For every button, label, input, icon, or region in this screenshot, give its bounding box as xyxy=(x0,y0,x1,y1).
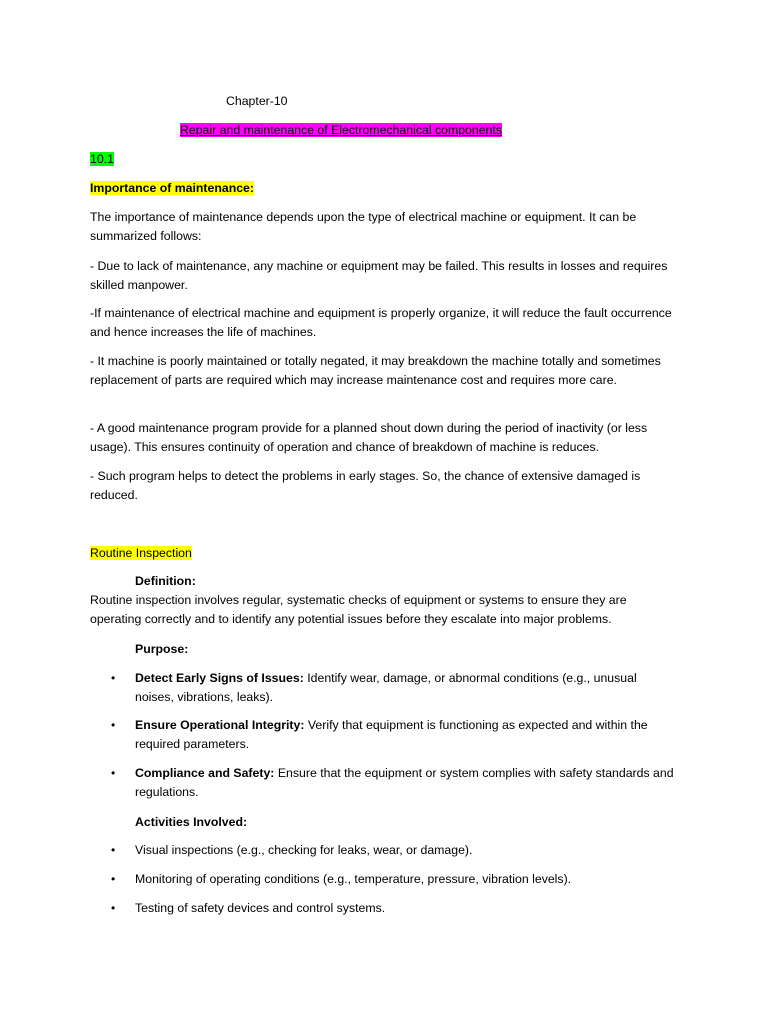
paragraph-lack-of-maintenance: - Due to lack of maintenance, any machine or equipment may be failed. This results in losses and requires skilled manpower. xyxy=(90,259,668,292)
bullet-icon: • xyxy=(111,872,116,886)
section-heading-line xyxy=(90,179,675,198)
purpose-term: Compliance and Safety: xyxy=(135,766,275,780)
document-title: Repair and maintenance of Electromechanical components xyxy=(180,123,502,137)
paragraph-planned-shutdown: - A good maintenance program provide for a planned shout down during the period of inactivity (or less usage). This ensures continuity of operation and chance of breakdown of machine is reduces. xyxy=(90,421,648,454)
bullet-icon: • xyxy=(111,843,116,857)
definition-label: Definition: xyxy=(135,574,196,588)
paragraph-poorly-maintained: - It machine is poorly maintained or totally negated, it may breakdown the machine totally and sometimes replacement of parts are required which may increase maintenance cost and requires more care. xyxy=(90,354,661,387)
section-number: 10.1 xyxy=(90,152,114,166)
purpose-item-compliance-safety xyxy=(135,764,675,802)
title-wrap xyxy=(180,121,502,140)
definition-text: Routine inspection involves regular, systematic checks of equipment or systems to ensure they are operating correctly and to identify any potential issues before they escalate into major problems. xyxy=(90,593,627,626)
bullet-icon: • xyxy=(111,718,116,732)
purpose-label: Purpose: xyxy=(135,642,189,656)
activity-item-visual-inspections: Visual inspections (e.g., checking for leaks, wear, or damage). xyxy=(135,843,473,857)
purpose-item-operational-integrity xyxy=(135,716,675,754)
bullet-icon: • xyxy=(111,766,116,780)
purpose-text: Verify that equipment is functioning as expected and within the required parameters. xyxy=(135,718,648,751)
intro-paragraph: The importance of maintenance depends upon the type of electrical machine or equipment. It can be summarized follows: xyxy=(90,210,637,243)
purpose-item-early-signs xyxy=(135,669,675,707)
routine-heading-line xyxy=(90,544,675,563)
bullet-icon: • xyxy=(111,671,116,685)
purpose-text: Ensure that the equipment or system complies with safety standards and regulations. xyxy=(135,766,674,799)
activity-item-monitoring: Monitoring of operating conditions (e.g., temperature, pressure, vibration levels). xyxy=(135,872,572,886)
activities-label: Activities Involved: xyxy=(135,815,248,829)
routine-heading: Routine Inspection xyxy=(90,546,192,560)
chapter-label: Chapter-10 xyxy=(226,94,288,108)
purpose-term: Detect Early Signs of Issues: xyxy=(135,671,304,685)
bullet-icon: • xyxy=(111,901,116,915)
section-heading: Importance of maintenance: xyxy=(90,181,254,195)
paragraph-early-detection: - Such program helps to detect the problems in early stages. So, the chance of extensive damaged is reduced. xyxy=(90,469,641,502)
purpose-term: Ensure Operational Integrity: xyxy=(135,718,305,732)
purpose-text: Identify wear, damage, or abnormal conditions (e.g., unusual noises, vibrations, leaks). xyxy=(135,671,637,704)
paragraph-properly-organized: -If maintenance of electrical machine and equipment is properly organize, it will reduce the fault occurrence and hence increases the life of machines. xyxy=(90,306,672,339)
activity-item-testing: Testing of safety devices and control systems. xyxy=(135,901,386,915)
section-number-line xyxy=(90,150,675,169)
